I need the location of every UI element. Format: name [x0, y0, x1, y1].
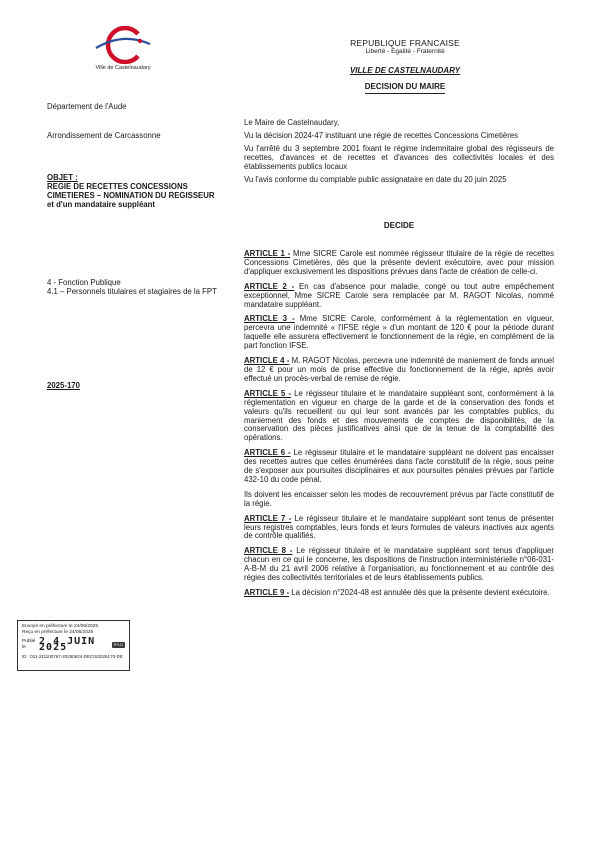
- republic-motto: Liberté - Egalité - Fraternité: [365, 48, 445, 55]
- article-title: ARTICLE 4 -: [244, 356, 290, 366]
- article-8: [244, 547, 554, 583]
- republic-title: REPUBLIQUE FRANCAISE: [350, 38, 460, 48]
- stamp-published-date: 2 4 JUIN 2025: [39, 636, 96, 653]
- category: 4 - Fonction Publique: [47, 278, 121, 287]
- prefecture-stamp: [17, 620, 130, 671]
- header-block: [300, 38, 510, 94]
- article-1: [244, 250, 554, 277]
- city-logo: [88, 26, 158, 71]
- article-title: ARTICLE 8 -: [244, 546, 293, 556]
- decide-heading: DECIDE: [383, 221, 415, 230]
- article-3: [244, 315, 554, 351]
- article-title: ARTICLE 9 -: [244, 588, 290, 597]
- preamble-line: Le Maire de Castelnaudary,: [244, 118, 340, 127]
- article-text: Le régisseur titulaire et le mandataire suppléant ne doivent pas encaisser des recettes autres que celles énumérées dans l'acte constitutif de la régie, sous peine de s'exposer aux poursuites disciplinaires et aux poursuites pénales prévues par l'article 432-10 du code pénal.: [244, 448, 554, 484]
- stamp-published-label: Publié le: [22, 639, 36, 650]
- article-text: Ils doivent les encaisser selon les modes de recouvrement prévus par l'acte constitutif de la régie.: [244, 489, 554, 508]
- preamble-line: Vu la décision 2024-47 instituant une régie de recettes Concessions Cimetières: [244, 131, 519, 140]
- subcategory: 4.1 – Personnels titulaires et stagiaires de la FPT: [47, 287, 217, 296]
- article-5: [244, 390, 554, 443]
- articles-list: [244, 250, 554, 604]
- article-text: Mme SICRE Carole est nommée régisseur titulaire de la régie de recettes Concessions Cimetières, dès que la présente devient exécutoire, avec pour mission d'appliquer exclusivement les dispositions prévues dans l'acte de création de celle-ci.: [244, 249, 554, 276]
- arrondissement: Arrondissement de Carcassonne: [47, 131, 161, 140]
- preamble-line: Vu l'avis conforme du comptable public assignataire en date du 20 juin 2025: [244, 175, 507, 184]
- article-text: En cas d'absence pour maladie, congé ou tout autre empêchement exceptionnel, Mme SICRE Carole sera remplacée par M. RAGOT Nicolas, nommé mandataire suppléant.: [244, 281, 554, 309]
- objet-block: [47, 173, 217, 209]
- article-4: [244, 357, 554, 384]
- article-text: Le régisseur titulaire et le mandataire suppléant sont tenus d'appliquer chacun en ce qui le concerne, les dispositions de l'instruction interministérielle n°06-031-A-B-M du 21 avril 2006 relative à l'organisation, au fonctionnement et au contrôle des régies des collectivités territoriales et de leurs établissements publics.: [244, 546, 554, 583]
- article-text: Le régisseur titulaire et le mandataire suppléant sont tenus de présenter leurs registres comptables, leurs fonds et leurs formules de valeurs inactives aux agents de contrôle qualifiés.: [244, 513, 554, 541]
- article-title: ARTICLE 6 -: [244, 448, 291, 458]
- article-title: ARTICLE 3 -: [244, 314, 295, 324]
- article-9: [244, 589, 554, 598]
- article-6-continued: [244, 491, 554, 509]
- objet-text: REGIE DE RECETTES CONCESSIONS CIMETIERES – NOMINATION DU REGISSEUR et d'un mandataire suppléant: [47, 182, 215, 209]
- article-6: [244, 449, 554, 485]
- stamp-badge: S²LO: [113, 642, 123, 647]
- objet-label: OBJET :: [47, 173, 78, 182]
- stamp-id: ID : 011-211100767-20250624-DECIS2025170-DE: [22, 654, 123, 659]
- stamp-published: [22, 636, 125, 653]
- article-text: M. RAGOT Nicolas, percevra une indemnité de maniement de fonds annuel de 12 € pour un mois de prise effective du fonctionnement de la régie, après avoir effectué un procès-verbal de remise de régie.: [244, 356, 554, 383]
- preamble: [244, 118, 554, 188]
- document-title: DECISION DU MAIRE: [365, 82, 445, 94]
- article-title: ARTICLE 5 -: [244, 388, 292, 398]
- castelnaudary-logo-icon: [88, 26, 158, 64]
- departement: Département de l'Aude: [47, 102, 127, 111]
- decision-number: 2025-170: [47, 381, 80, 390]
- article-2: [244, 283, 554, 310]
- article-title: ARTICLE 2 -: [244, 281, 295, 291]
- article-7: [244, 515, 554, 542]
- city-name: VILLE DE CASTELNAUDARY: [349, 66, 461, 75]
- logo-caption: Ville de Castelnaudary: [95, 65, 151, 71]
- article-title: ARTICLE 7 -: [244, 513, 292, 523]
- preamble-line: Vu l'arrêté du 3 septembre 2001 fixant le régime indemnitaire global des régisseurs de recettes, d'avances et de recettes et d'avances des collectivités locales et des établissements publics locaux: [244, 144, 554, 171]
- article-text: La décision n°2024-48 est annulée dès que la présente devient exécutoire.: [289, 588, 550, 597]
- stamp-sent-line: Envoyé en préfecture le 24/06/2025: [22, 624, 99, 629]
- article-text: Mme SICRE Carole, conformément à la réglementation en vigueur, percevra une indemnité « l'IFSE régie » d'un montant de 120 € pour la période durant laquelle elle assurera effectivement le fonctionnement de la régie, en complément de la part fonction IFSE.: [244, 314, 554, 351]
- article-title: ARTICLE 1 -: [244, 249, 291, 258]
- stamp-received-line: Reçu en préfecture le 24/06/2025: [22, 630, 94, 635]
- decorative-dots: ..........: [395, 56, 415, 60]
- article-text: Le régisseur titulaire et le mandataire suppléant sont, conformément à la réglementation en vigueur en charge de la garde et de la conservation des fonds et valeurs qu'ils recueillent ou qui leur sont avancés par les comptables publics, du maniement des fonds et des mouvements de comptes de disponibilités, de la conservation des pièces justificatives ainsi que de la tenue de la comptabilité des opérations.: [244, 388, 554, 443]
